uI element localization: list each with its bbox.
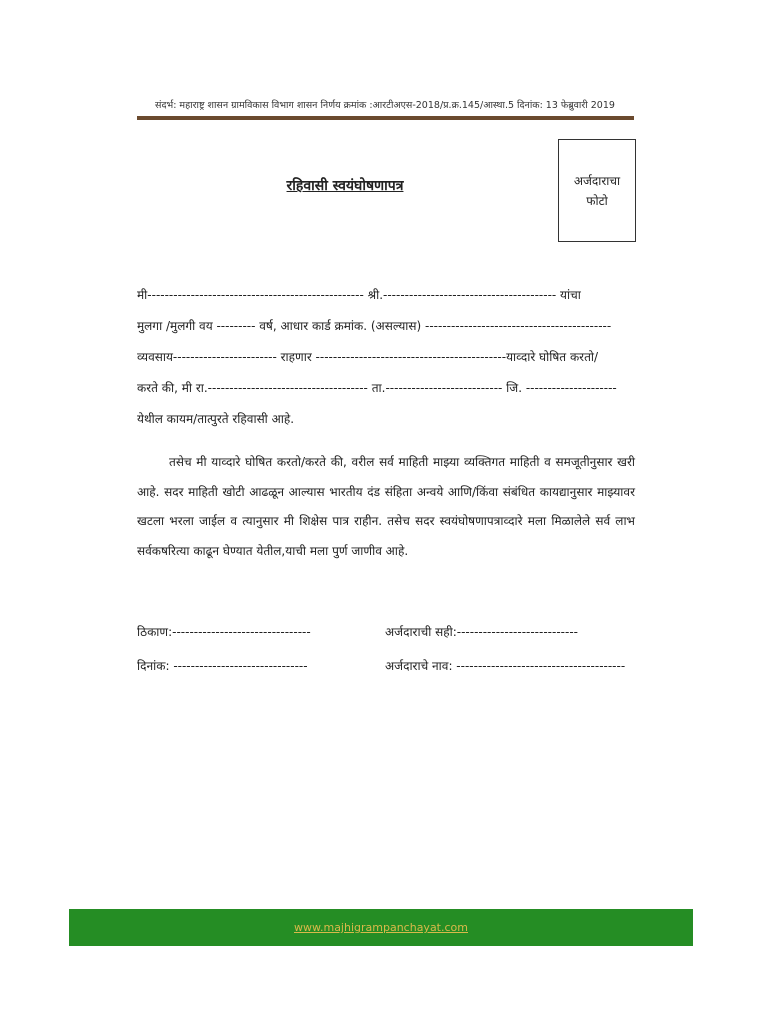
- form-line-residence: येथील कायम/तात्पुरते रहिवासी आहे.: [137, 412, 295, 426]
- form-line-name: मी-------------------------------------------------- श्री.---------------------------------------- यांचा: [137, 288, 581, 302]
- date-field: दिनांक: -------------------------------: [137, 659, 308, 673]
- photo-box: [558, 139, 636, 242]
- header-rule: [137, 116, 634, 120]
- form-line-occupation: व्यवसाय------------------------ राहणार --------------------------------------------याव्दारे घोषित करतो/: [137, 350, 599, 364]
- form-line-age: मुलगा /मुलगी वय --------- वर्ष, आधार कार्ड क्रमांक. (असल्यास) -------------------------------------------: [137, 319, 612, 333]
- reference-line: संदर्भ: महाराष्ट्र शासन ग्रामविकास विभाग शासन निर्णय क्रमांक :आरटीअएस-2018/प्र.क्र.145/आस्था.5 दिनांक: 13 फेब्रुवारी 2019: [155, 100, 615, 111]
- place-field: ठिकाण:--------------------------------: [137, 625, 311, 639]
- form-line-address: करते की, मी रा.------------------------------------- ता.--------------------------- जि. ---------------------: [137, 381, 617, 395]
- declaration-paragraph: तसेच मी याव्दारे घोषित करतो/करते की, वरील सर्व माहिती माझ्या व्यक्तिगत माहिती व समजूतीनुसार खरी आहे. सदर माहिती खोटी आढळून आल्यास भारतीय दंड संहिता अन्वये आणि/किंवा संबंधित कायद्यानुसार माझ्यावर खटला भरला जाईल व त्यानुसार मी शिक्षेस पात्र राहीन. तसेच सदर स्वयंघोषणापत्राव्दारे मला मिळालेले सर्व लाभ सर्वकषरित्या काढून घेण्यात येतील,याची मला पुर्ण जाणीव आहे.: [137, 455, 635, 558]
- footer-link[interactable]: www.majhigrampanchayat.com: [294, 921, 468, 934]
- footer-bar: [69, 909, 693, 946]
- applicant-name-field: अर्जदाराचे नाव: ---------------------------------------: [385, 659, 626, 673]
- photo-box-label-1: अर्जदाराचा: [573, 173, 621, 188]
- photo-box-label-2: फोटो: [586, 193, 608, 208]
- applicant-signature-field: अर्जदाराची सही:----------------------------: [385, 625, 578, 639]
- document-title: रहिवासी स्वयंघोषणापत्र: [286, 178, 404, 194]
